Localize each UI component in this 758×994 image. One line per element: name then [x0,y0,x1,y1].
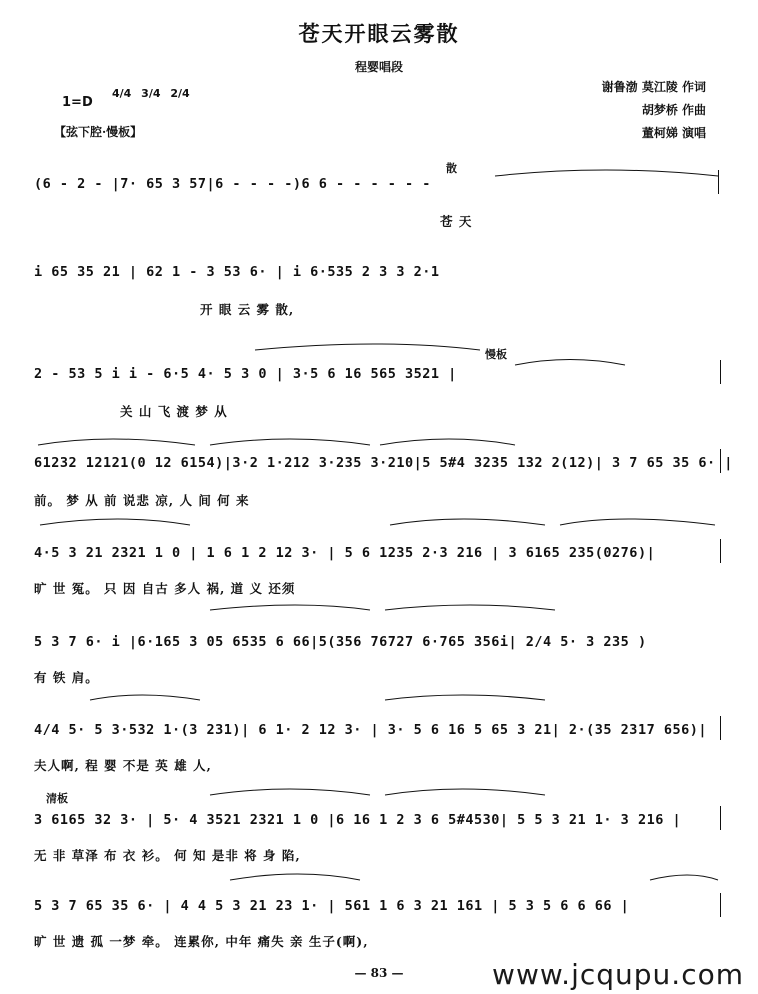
lyric-line: 无 非 草泽 布 衣 衫。 何 知 是非 将 身 陷, [34,848,301,863]
score-subtitle: 程婴唱段 [354,60,403,74]
notation-line: 2 - 53 5 i i - 6·5 4· 5 3 0 | 3·5 6 16 565 3521 | [34,366,457,382]
lyric-line: 旷 世 冤。 只 因 自古 多人 祸, 道 义 还须 [34,581,296,596]
style-marking: 【弦下腔·慢板】 [54,125,143,139]
notation-line: 61232 12121(0 12 6154)|3·2 1·212 3·235 3·210|5 5#4 3235 132 2(12)| 3 7 65 35 6· | [34,455,733,471]
notation-line: 5 3 7 65 35 6· | 4 4 5 3 21 23 1· | 561 1 6 3 21 161 | 5 3 5 6 6 66 | [34,898,630,914]
notation-line: 3 6165 32 3· | 5· 4 3521 2321 1 0 |6 16 1 2 3 6 5#4530| 5 5 3 21 1· 3 216 | [34,812,682,828]
lyric-line: 夫人啊, 程 婴 不是 英 雄 人, [34,758,212,773]
page-number: — 83 — [354,966,404,980]
notation-line: 4/4 5· 5 3·532 1·(3 231)| 6 1· 2 12 3· | 3· 5 6 16 5 65 3 21| 2·(35 2317 656)| [34,722,707,738]
lyric-line: 有 铁 肩。 [34,670,99,685]
meter-3-4: 3/4 [141,87,161,100]
lyric-line: 苍 天 [440,214,473,229]
watermark: www.jcqupu.com [492,958,744,991]
score-title: 苍天开眼云雾散 [298,21,460,46]
credit-lyricists: 谢鲁渤 莫江陵 作词 [601,80,706,94]
tempo-mark: 散 [446,162,457,175]
meter-2-4: 2/4 [170,87,190,100]
credit-performer: 董柯娣 演唱 [641,126,706,140]
notation-line: (6 - 2 - |7· 65 3 57|6 - - - -)6 6 - - - - - - [34,176,431,192]
lyric-line: 前。 梦 从 前 说悲 凉, 人 间 何 来 [34,493,250,508]
tempo-mark: 清板 [46,792,68,805]
meter-4-4: 4/4 [112,87,132,100]
notation-line: i 65 35 21 | 62 1 - 3 53 6· | i 6·535 2 3 3 2·1 [34,264,440,280]
lyric-line: 关 山 飞 渡 梦 从 [120,404,228,419]
notation-line: 4·5 3 21 2321 1 0 | 1 6 1 2 12 3· | 5 6 1235 2·3 216 | 3 6165 235(0276)| [34,545,656,561]
lyric-line: 开 眼 云 雾 散, [200,302,295,317]
credit-composer: 胡梦桥 作曲 [641,103,706,117]
lyric-line: 旷 世 遗 孤 一梦 牵。 连累你, 中年 痛失 亲 生子(啊), [34,934,369,949]
notation-line: 5 3 7 6· i |6·165 3 05 6535 6 66|5(356 76727 6·765 356i| 2/4 5· 3 235 ) [34,634,647,650]
key-signature: 1=D [62,95,93,110]
tempo-mark: 慢板 [485,348,507,361]
